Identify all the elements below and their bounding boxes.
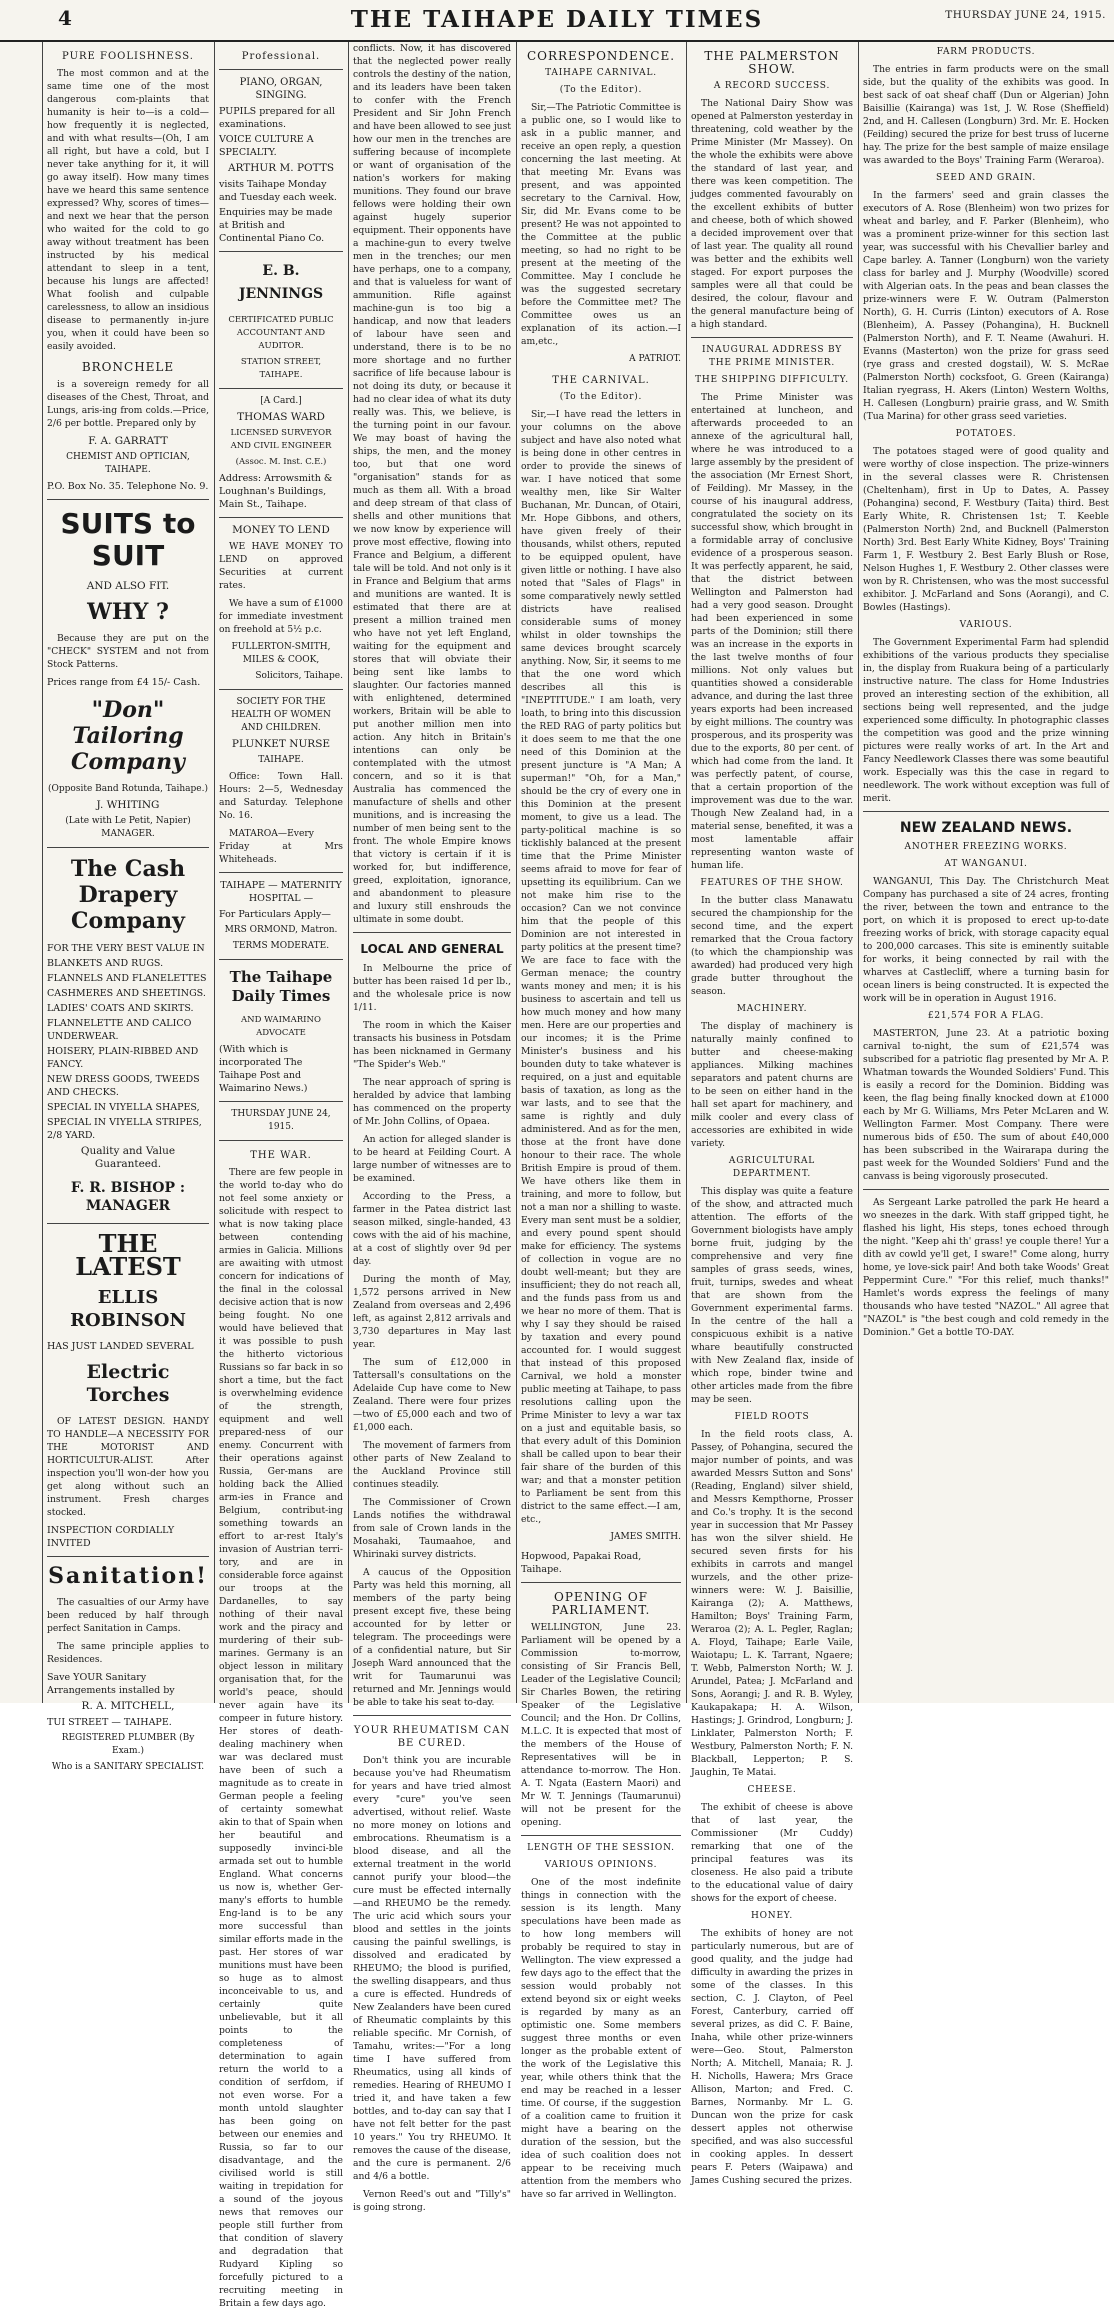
divider — [47, 1223, 209, 1224]
machinery-body: The display of machinery is naturally mainly confined to butter and cheese-making appliances. Milking machines separators and patent churns are to be seen on either hand in the hall set apart for machinery, and milk cooler and every class of accessories are exhibited in wide variety. — [691, 1021, 853, 1149]
particulars-line: For Particulars Apply— — [219, 909, 331, 920]
don-tailoring-heading: "Don" Tailoring Company — [71, 697, 185, 775]
the-latest-heading: THE LATEST — [75, 1229, 181, 1281]
cheese-body: The exhibit of cheese is above that of last year, the Commissioner (Mr Cuddy) remarking that one of the principal features was its closeness. He also paid a tribute to the educational value of dairy shows for the export of cheese. — [691, 1802, 853, 1904]
office-line: Office: Town Hall. Hours: 2—5, Wednesday and Saturday. Telephone No. 16. — [219, 771, 343, 821]
local-item: In Melbourne the price of butter has been raised 1d per lb., and the wholesale price is now 1/11. — [353, 963, 511, 1013]
ward-role: LICENSED SURVEYOR AND CIVIL ENGINEER — [230, 428, 332, 451]
divider — [353, 932, 511, 933]
cash-drapery-heading: The Cash Drapery Company — [70, 856, 186, 934]
goods-item: FLANNELS AND FLANELETTES — [47, 973, 207, 984]
masthead — [0, 0, 1114, 42]
divider — [219, 388, 343, 389]
piano-heading: PIANO, ORGAN, SINGING. — [239, 77, 323, 101]
local-item: A caucus of the Opposition Party was held this morning, all members of the party being present except five, these being accounted for by letter or telegram. The proceedings were of a confidential nature, but Sir Joseph Ward announced that the writ for Taumarunui was returned and Mr. Jennings would be able to take his seat to-day. — [353, 1567, 511, 1708]
ormond-line: MRS ORMOND, Matron. — [224, 925, 338, 935]
why-heading: WHY ? — [87, 599, 169, 625]
torches-body: OF LATEST DESIGN. HANDY TO HANDLE—A NECESSITY FOR THE MOTORIST AND HORTICULTUR-ALIST. After inspection you'll won-der how you get along without such an instrument. Fresh charges stocked. — [47, 1416, 209, 1518]
money-body-1: WE HAVE MONEY TO LEND on approved Securities at current rates. — [219, 541, 343, 591]
solicitors-line: Solicitors, Taihape. — [255, 671, 343, 681]
divider — [47, 847, 209, 848]
divider — [219, 69, 343, 70]
patriot-signature: A PATRIOT. — [629, 354, 681, 364]
sanitation-body: The casualties of our Army have been reduced by half through perfect Sanitation in Camps. — [47, 1597, 209, 1634]
nazol-advertisement: As Sergeant Larke patrolled the park He heard a wo sneezes in the dark. With staff gripped tight, he flashed his light, His steps, tones echoed through the night. "Keep ahi th' grass! ye couple there! Yur a dith av cowld ye'll get, I sware!" Come along, hurry home, ye love-sick pair! And both take Woods' Great Peppermint Cure." "For this relief, much thanks!" Hamlet's words express the feelings of many thousands who have tested "NAZOL." All agree that "NAZOL" is "the best cough and cold remedy in the Dominion." Get a bottle TO-DAY. — [863, 1197, 1109, 1338]
goods-item: SPECIAL IN VIYELLA SHAPES, — [47, 1102, 200, 1113]
local-item: The sum of £12,000 in Tattersall's consultations on the Adelaide Cup have come to New Zealand. There were four prizes—two of £5,000 each and two of £1,000 each. — [353, 1357, 511, 1433]
honey-heading: HONEY. — [750, 1911, 794, 1921]
local-item: The movement of farmers from other parts of New Zealand to the Auckland Province still continues steadily. — [353, 1440, 511, 1490]
column-1 — [42, 42, 214, 1772]
fullerton-name: FULLERTON-SMITH, MILES & COOK, — [231, 642, 331, 665]
incorporated-line: (With which is incorporated The Taihape Post and Waimarino News.) — [219, 1044, 308, 1094]
divider — [521, 1582, 681, 1583]
station-street: STATION STREET, TAIHAPE. — [240, 357, 322, 380]
pupils-line: PUPILS prepared for all examinations. — [219, 106, 336, 130]
local-item: During the month of May, 1,572 persons arrived in New Zealand from overseas and 2,496 left, as against 2,812 arrivals and 3,730 departures in May last year. — [353, 1274, 511, 1350]
shipping-heading: THE SHIPPING DIFFICULTY. — [695, 375, 849, 385]
why-body: Because they are put on the "CHECK" SYSTEM and not from Stock Patterns. — [47, 633, 209, 670]
parliament-heading: OPENING OF PARLIAMENT. — [551, 1590, 651, 1617]
wanganui-body: WANGANUI, This Day. The Christchurch Meat Company has purchased a site of 24 acres, fronting the river, between the town and entrance to the port, on which it is proposed to erect up-to-date freezing works of brick, with storage capacity equal to 200,000 carcases. This site is eminently suitable for works, it being connected by rail with the wharves at Castlecliff, where a turning basin for ocean liners is being constructed. It is expected the work will be in operation in August 1916. — [863, 876, 1109, 1004]
column-4 — [516, 42, 686, 2200]
features-body: In the butter class Manawatu secured the championship for the second time, and the expert remarked that the Croua factory (to which the championship was awarded) had produced very high grade butter throughout the season. — [691, 895, 853, 997]
smith-address: Hopwood, Papakai Road, Taihape. — [521, 1551, 642, 1575]
divider — [47, 499, 209, 500]
voice-line: VOICE CULTURE A SPECIALTY. — [219, 134, 314, 158]
jennings-name: E. B. JENNINGS — [238, 263, 324, 302]
landed-line: HAS JUST LANDED SEVERAL — [47, 1341, 194, 1352]
potatoes-body: The potatoes staged were of good quality and were worthy of close inspection. The prize-winners in the several classes were R. Christensen (Cheltenham), first in Up to Dates, A. Passey (Pohangina) second, F. Westbury (Taita) third. Best Early White, R. Christensen 1st; T. Keeble (Palmerston North) 2nd, and Bucknell (Palmerston North) 3rd. Best Early White Kidney, Boys' Training Farm 1, F. Westbury 2. Best Early Blush or Rose, Nelson Hughes 1, F. Westbury 2. Other classes were won by R. Christensen, who was the most successful exhibitor. J. McFarland and Sons (Aorangi), and C. Bowles (Hastings). — [863, 446, 1109, 613]
potatoes-heading: POTATOES. — [955, 429, 1017, 439]
whiting-manager: (Late with Le Petit, Napier) MANAGER. — [65, 816, 191, 839]
palmerston-show-heading: THE PALMERSTON SHOW. — [704, 49, 840, 76]
goods-item: BLANKETS AND RUGS. — [47, 958, 164, 969]
goods-item: SPECIAL IN VIYELLA STRIPES, 2/8 YARD. — [47, 1117, 202, 1141]
newspaper-title: THE TAIHAPE DAILY TIMES — [350, 6, 764, 33]
divider — [691, 337, 853, 338]
patriot-letter: Sir,—The Patriotic Committee is a public one, so I would like to ask in a public manner, and receive an open reply, a question concerning the last meeting. At that meeting Mr. Evans was present, and was appointed secretary to the Carnival. How, Sir, did Mr. Evans come to be present? He was not appointed to the Committee at the public meeting, so had no right to be present at the meeting of the Committee. May I conclude he was the suggested secretary before the Committee met? The Committee owes us an explanation of its action.—I am,etc., — [521, 102, 681, 347]
mataroa-line: MATAROA—Every Friday at Mrs Whiteheads. — [219, 828, 343, 865]
flag-heading: £21,574 FOR A FLAG. — [927, 1011, 1045, 1021]
seed-grain-heading: SEED AND GRAIN. — [935, 173, 1036, 183]
record-success-heading: A RECORD SUCCESS. — [713, 81, 831, 91]
correspondence-heading: CORRESPONDENCE. — [526, 49, 676, 63]
smith-signature: JAMES SMITH. — [610, 1532, 681, 1542]
pure-foolishness-body: The most common and at the same time one of the most dangerous com-plaints that humanity is heir to—is a cold—how frequently it is neglected, and with what results—(Oh, I am all right, but have a cold, but I never take anything for it, it will go away itself). How many times have we heard this same sentence expressed? Why, scores of times—and next we hear that the person who waited for the cold to go away without treatment has been instructed by his medical attendant to sleep in a tent, because his lungs are affected! What foolish and culpable carelessness, to allow an insidious disease to permanently in-jure you, when it could have been so easily avoided. — [47, 68, 209, 352]
features-heading: FEATURES OF THE SHOW. — [700, 878, 844, 888]
local-item: The near approach of spring is heralded by advice that lambing has commenced on the property of Mr. John Collins, of Opaea. — [353, 1077, 511, 1127]
wanganui-heading: AT WANGANUI. — [944, 859, 1028, 869]
mitchell-name: R. A. MITCHELL, — [81, 1700, 175, 1712]
divider — [219, 689, 343, 690]
goods-item: NEW DRESS GOODS, TWEEDS AND CHECKS. — [47, 1074, 200, 1098]
sanitation-heading: Sanitation! — [48, 1563, 208, 1589]
plunket-heading: PLUNKET NURSE — [231, 738, 331, 750]
inspection-line: INSPECTION CORDIALLY INVITED — [47, 1525, 175, 1549]
bishop-manager: F. R. BISHOP : MANAGER — [70, 1180, 186, 1214]
goods-item: FLANNELETTE AND CALICO UNDERWEAR. — [47, 1018, 192, 1042]
goods-item: LADIES' COATS AND SKIRTS. — [47, 1003, 194, 1014]
issue-date: THURSDAY JUNE 24, 1915. — [231, 1109, 331, 1132]
divider — [219, 959, 343, 960]
carnival-heading: THE CARNIVAL. — [552, 375, 650, 386]
bronchele-body: is a sovereign remedy for all diseases of the Chest, Throat, and Lungs, aris-ing from colds.—Price, 2/6 per bottle. Prepared only by — [47, 379, 209, 429]
chemist-box: P.O. Box No. 35. Telephone No. 9. — [47, 481, 209, 492]
smith-letter: Sir,—I have read the letters in your columns on the above subject and have also noted what is being done in other centres in order to provide the sinews of war. I have noticed that some wealthy men, like Sir Walter Buchanan, Mr. Duncan, of Otairi, Mr. Hope Gibbons, and others, have given freely of their thousands, whilst others, reputed to be equipped opulent, have given little or nothing. I have also noted that "Sales of Flags" in some comparatively newly settled districts have realised considerable sums of money whilst in older townships the same devices brought scarcely anything. Now, Sir, it seems to me that the one word which describes all this is "INEPTITUDE." I am loath, very loath, to bring into this discussion the RED RAG of party politics but it does seem to me that the one need of this Dominion at the present juncture is "A Man; A superman!" "Oh, for a Man," should be the cry of every one in this Dominion at the present moment, to give us a lead. The party-political machine is so ticklishly balanced at the present time that the Prime Minister seems afraid to move for fear of upsetting its equilibrium. Can we not make him rise to the occasion? Can we not convince him that the people of this Dominion are not interested in party politics at the present time? We are face to face with the German menace; the country wants money and men; it is his business to ascertain and tell us how much money and how many men. Here are our properties and our incomes; it is the Prime Minister's business and his bounden duty to take whatever is required, on a just and equitable basis of taxation, as long as the war lasts, and to see that the same is rightly and duly administered. And as for the men, those at the front have done honour to their race. The whole British Empire is proud of them. We have others like them in training, and more to follow, but not a man nor a shilling to waste. Every man sent must be a soldier, and every pound spent should make for efficiency. The systems of collection in vogue are no doubt well-meant; but they are insufficient; they do not reach all, and the funds pass from us and we hear no more of them. That is why I say they should be raised by taxation and every pound accounted for. I would suggest that instead of this proposed Carnival, we hold a monster public meeting at Taihape, to pass resolutions calling upon the Prime Minister to levy a war tax on a just and equitable basis, so that every adult of this Dominion shall be called upon to bear their fair share of the burden of this war; and that a monster petition to Parliament be sent from this district to the same effect.—I am, etc., — [521, 409, 681, 1525]
enquiries-line: Enquiries may be made at British and Continental Piano Co. — [219, 207, 333, 244]
best-value-line: FOR THE VERY BEST VALUE IN — [47, 943, 205, 954]
ward-assoc: (Assoc. M. Inst. C.E.) — [235, 457, 327, 467]
local-item: An action for alleged slander is to be heard at Feilding Court. A large number of witnesses are to be examined. — [353, 1134, 511, 1184]
honey-body: The exhibits of honey are not particularly numerous, but are of good quality, and the judge had difficulty in awarding the prizes in some of the classes. In this section, C. J. Clayton, of Peel Forest, Canterbury, carried off several prizes, as did C. F. Baine, Inaha, while other prize-winners were—Geo. Stout, Palmerston North; A. Mitchell, Manaia; R. J. H. Nicholls, Hawera; Mrs Grace Allison, Marton; and Fred. C. Barnes, Normanby. Mr L. G. Duncan won the prize for cask dessert apples not otherwise specified, and was also successful in cooking apples. In dessert pears F. Peters (Waipawa) and James Cushing secured the prizes. — [691, 1928, 853, 2186]
farm-products-heading: FARM PRODUCTS. — [936, 47, 1036, 57]
session-length-heading: LENGTH OF THE SESSION. — [527, 1843, 675, 1853]
column-3 — [348, 42, 516, 2213]
jennings-role: CERTIFICATED PUBLIC ACCOUNTANT AND AUDITOR. — [228, 315, 334, 351]
various-body: The Government Experimental Farm had splendid exhibitions of the various products they specialise in, the display from Ruakura being of a particularly instructive nature. The class for Home Industries proved an interesting section of the exhibition, all sections being well represented, and the judge experienced some difficulty. In photographic classes the competition was good and the prize winning pictures were really works of art. In the Art and Fancy Needlework Classes there was some beautiful work. Especially was this the case in regard to needlework. The work without exception was full of merit. — [863, 637, 1109, 804]
divider — [863, 1189, 1109, 1190]
professional-heading: Professional. — [241, 51, 321, 62]
pure-foolishness-heading: PURE FOOLISHNESS. — [62, 51, 194, 62]
divider — [353, 1715, 511, 1716]
whiting-name: J. WHITING — [96, 799, 160, 811]
divider — [219, 251, 343, 252]
potts-name: ARTHUR M. POTTS — [227, 162, 335, 174]
prices-line: Prices range from £4 15/- Cash. — [47, 677, 201, 688]
column-2 — [214, 42, 348, 2309]
address-body: The Prime Minister was entertained at luncheon, and afterwards proceeded to an annexe of the agricultural hall, where he was introduced to a large assembly by the president of the association (Mr Ernest Short, of Feilding). Mr Massey, in the course of his inaugural address, congratulated the society on its successful show, which brought in a formidable array of conclusive evidence of a prosperous season. It was perfectly apparent, he said, that the district between Wellington and Palmerston had had a very good season. Drought had been experienced in some parts of the Dominion; still there was an increase in the exports in the last twelve months of four millions. Not only values but quantities showed a considerable advance, and during the last three years exports had been increased by eight millions. The country was prosperous, and its prosperity was due to the exports, 80 per cent. of which had come from the land. It was perfectly patent, of course, that a certain proportion of the improvement was due to the war. Though New Zealand had, in a material sense, benefited, it was a most lamentable affair representing wanton waste of human life. — [691, 392, 853, 871]
rheumatism-body: Don't think you are incurable because you've had Rheumatism for years and have tried almost every "cure" you've seen advertised, without relief. Waste no more money on lotions and embrocations. Rheumatism is a blood disease, and all the external treatment in the world cannot purify your blood—the cure must be effected internally—and RHEUMO be the remedy. The uric acid which sours your blood and settles in the joints causing the painful swellings, is dissolved and eradicated by RHEUMO; the blood is purified, the swelling disappears, and thus a cure is effected. Hundreds of New Zealanders have been cured of Rheumatic complaints by this reliable specific. Mr Cornish, of Tamahu, writes:—"For a long time I have suffered from Rheumatics, using all kinds of remedies. Hearing of RHEUMO I tried it, and have taken a few bottles, and to-day can say that I have not felt better for the past 10 years." You try RHEUMO. It removes the cause of the disease, and the cure is permanent. 2/6 and 4/6 a bottle. — [353, 1755, 511, 2182]
column-5 — [686, 42, 858, 2186]
card-label: [A Card.] — [260, 396, 302, 406]
new-zealand-news-heading: NEW ZEALAND NEWS. — [899, 820, 1073, 836]
save-line: Save YOUR Sanitary Arrangements installed by — [47, 1672, 175, 1696]
rheumatism-heading: YOUR RHEUMATISM CAN BE CURED. — [353, 1725, 511, 1749]
various-heading: VARIOUS. — [959, 620, 1013, 630]
show-body: The National Dairy Show was opened at Palmerston yesterday in threatening, cold weather by the Prime Minister (Mr Massey). On the whole the exhibits were above the standard of last year, and there was keen competition. The judges commented favourably on the excellent exhibits of butter and cheese, both of which showed a decided improvement over that of last year. The quality all round was better and the exhibits well staged. For export purposes the samples were all that could be desired, the colour, flavour and the general manufacture being of a high standard. — [691, 98, 853, 330]
chemist-name: F. A. GARRATT — [88, 435, 168, 447]
terms-line: TERMS MODERATE. — [232, 941, 330, 951]
vernon-line: Vernon Reed's out and "Tilly's" is going strong. — [353, 2189, 511, 2213]
divider — [863, 811, 1109, 812]
flag-body: MASTERTON, June 23. At a patriotic boxing carnival to-night, the sum of £21,574 was subscribed for a patriotic flag presented by Mr A. P. Whatman towards the Wounded Soldiers' Fund. This is easily a record for the Dominion. Bidding was keen, the flag being finally knocked down at £1000 each by Mr G. Williams, Mrs Peter McLaren and W. Wellington Farmer. Most Company. There were numerous bids of £50. The sum of about £40,000 has been subscribed in the Wairarapa during the past week for the Wounded Soldiers' Fund and the canvass is being vigorously prosecuted. — [863, 1028, 1109, 1182]
divider — [219, 1101, 343, 1102]
war-continued-body: conflicts. Now, it has discovered that the neglected power really controls the destiny of the nation, and its leaders have been taken to confer with the French President and Sir John French and have been allowed to see just how our men in the trenches are suffering because of incomplete or want of organisation of the nation's workers for making munitions. They found our brave fellows were holding their own against hugely superior equipment. Their opponents have a machine-gun to every twelve men in the trenches; our men have perhaps, one to a company, and that is valueless for want of ammunition. Rifle against machine-gun is too big a handicap, and now that leaders of labour have seen and understand, there is to be no more shortage and no further sacrifice of life because labour is not doing its duty, or because it had no clear idea of what its duty really was. This, we believe, is the turning point in our favour. We may boast of having the ships, the men, and the money too, but that one word "organisation" stands for as much as them all. With a broad and deep stream of that class of shells and other munitions that we now know by experience will prove most effective, flowing into France and Belgium, a different tale will be told. And not only is it in France and Belgium that arms and munitions are wanted. It is estimated that there are at present a million trained men who have not yet left England, waiting for the equipment and stores that will obviate their being sent like lambs to slaughter. Our factories manned with enlightened, determined workers, Britain will be able to put another million men into action. Any hitch in Britain's intentions can only be contemplated with the utmost concern, and so it is that Australia has commenced the manufacture of shells and other munitions, and is increasing the number of men being sent to the front. The whole Empire knows that victory is certain if it is worked for, but indifference, greed, exploitation, ignorance, and abandonment to pleasure and luxury still enshrouds the ultimate in some doubt. — [353, 43, 511, 925]
field-roots-heading: FIELD ROOTS — [734, 1412, 810, 1422]
advocate-line: AND WAIMARINO ADVOCATE — [241, 1015, 321, 1038]
chemist-role: CHEMIST AND OPTICIAN, TAIHAPE. — [66, 452, 190, 475]
field-roots-body: In the field roots class, A. Passey, of Pohangina, secured the major number of points, and was awarded Messrs Sutton and Sons' (Reading, England) silver shield, and Messrs Kempthorne, Prosser and Co.'s trophy. It is the second year in succession that Mr Passey has won the silver shield. He secured seven firsts for his exhibits in carrots and mangel wurzels, and the other prize-winners were: W. J. Baisillie, Kairanga (2); A. Matthews, Hamilton; Boys' Training Farm, Weraroa (2); A. L. Pegler, Raglan; A. Floyd, Taihape; Earle Vaile, Waiotapu; L. K. Tarrant, Ngaere; T. Webb, Palmerston North; W. J. Arundel, Patea; J. McFarland and Sons, Aorangi; J. and R. B. Wyley, Kaukapakapa; H. A. Wilson, Hastings; J. Grindrod, Longburn; J. Linklater, Palmerston North; F. Westbury, Palmerston North; F. N. Blackball, Lepperton; P. S. Jaughin, Te Matai. — [691, 1429, 853, 1778]
ellis-robinson-heading: ELLIS ROBINSON — [70, 1287, 186, 1331]
to-editor: (To the Editor). — [559, 392, 643, 402]
masthead-date: THURSDAY JUNE 24, 1915. — [945, 9, 1106, 21]
sanitation-body-2: The same principle applies to Residences. — [47, 1641, 209, 1665]
divider — [219, 872, 343, 873]
various-opinions-heading: VARIOUS OPINIONS. — [544, 1860, 658, 1870]
ward-address: Address: Arrowsmith & Loughnan's Buildings, Main St., Taihape. — [219, 473, 333, 510]
agricultural-body: This display was quite a feature of the show, and attracted much attention. The efforts of the Government biologists have amply borne fruit, judging by the comprehensive and very fine samples of grass seeds, wines, fruit, turnips, swedes and wheat that are shown from the Government experimental farms. In the centre of the hall a conspicuous exhibit is a native whare beautifully constructed with New Zealand flax, inside of which rope, binder twine and other articles made from the fibre may be seen. — [691, 1186, 853, 1405]
taihape-daily-times-heading: The Taihape Daily Times — [229, 968, 333, 1005]
farm-products-body: The entries in farm products were on the small side, but the quality of the exhibits was good. In best sack of oat sheaf chaff (Dun or Algerian) John Baisillie (Kairanga) was 1st, J. W. Rose (Sheffield) 2nd, and H. Callesen (Longburn) 3rd. Mr. E. Hocken (Feilding) secured the prize for best truss of lucerne hay. The prize for the best sample of maize ensilage was awarded to the Boys' Training Farm (Weraroa). — [863, 64, 1109, 166]
war-heading: THE WAR. — [250, 1150, 312, 1161]
freezing-works-heading: ANOTHER FREEZING WORKS. — [904, 842, 1068, 852]
to-editor: (To the Editor). — [559, 85, 643, 95]
sanitary-line: Who is a SANITARY SPECIALIST. — [51, 1762, 205, 1772]
war-body: There are few people in the world to-day who do not feel some anxiety or solicitude with respect to what is now taking place between contending armies in Galicia. Millions are awaiting with utmost concern for indications of the final in the colossal decisive action that is now being fought. No one would have believed that it was possible to push the hitherto victorious Russians so far back in so short a time, but the fact is overwhelming evidence of the strength, equipment and well prepared-ness of our enemy. Concurrent with their operations against Russia, Ger-mans are holding back the Allied arm-ies in France and Belgium, contribut-ing something towards an effort to ar-rest Italy's invasion of Austrian terri-tory, and are in considerable force against our troops at the Dardanelles, to say nothing of their naval work and the piracy and murdering of their sub-marines. Germany is an object lesson in military organisation that, for the world's peace, should never again have its compeer in future history. Her stores of death-dealing machinery when war was declared must have been of such a magnitude as to create in German people a feeling of certainty somewhat akin to that of Spain when her beautiful and supposedly invinci-ble armada set out to humble England. What concerns us now is, whether Ger-many's efforts to humble Eng-land is to be any more successful than similar efforts made in the past. Her stores of war munitions must have been so huge as to almost inconceivable to us, and certainly quite unbelievable, but it all points to the completeness of determination to again return the world to a condition of serfdom, if not even worse. For a month untold slaughter has been going on between our enemies and Russia, so far to our disadvantage, and the civilised world is still waiting in trepidation for a sound of the joyous news that removes our people still further from that condition of slavery and degradation that Rudyard Kipling so forcefully pictured to a recruiting meeting in Britain a few days ago. — [219, 1167, 343, 2309]
divider — [47, 1556, 209, 1557]
local-item: The room in which the Kaiser transacts his business in Potsdam has been nicknamed in Germany "The Spider's Web." — [353, 1020, 511, 1070]
local-item: The Commissioner of Crown Lands notifies the withdrawal from sale of Crown lands in the Mosahaki, Taumaahoe, and Whirinaki survey districts. — [353, 1497, 511, 1560]
electric-torches-heading: Electric Torches — [86, 1361, 170, 1406]
quality-guaranteed: Quality and Value Guaranteed. — [80, 1145, 176, 1170]
column-6 — [858, 42, 1114, 1703]
inaugural-address-heading: INAUGURAL ADDRESS BY THE PRIME MINISTER. — [701, 345, 843, 368]
mitchell-address: TUI STREET — TAIHAPE. — [47, 1717, 172, 1728]
society-heading: SOCIETY FOR THE HEALTH OF WOMEN AND CHILDREN. — [231, 697, 331, 733]
local-item: According to the Press, a farmer in the Patea district last season milked, single-handed, 43 cows with the aid of his machine, at a cost of slightly over 9d per day. — [353, 1191, 511, 1267]
local-general-heading: LOCAL AND GENERAL — [360, 942, 504, 956]
machinery-heading: MACHINERY. — [736, 1004, 808, 1014]
potts-visits: visits Taihape Monday and Tuesday each week. — [219, 179, 337, 203]
money-body-2: We have a sum of £1000 for immediate investment on freehold at 5½ p.c. — [219, 598, 343, 635]
cheese-heading: CHEESE. — [747, 1785, 797, 1795]
goods-item: HOISERY, PLAIN-RIBBED AND FANCY. — [47, 1046, 199, 1070]
plunket-town: TAIHAPE. — [258, 755, 304, 765]
maternity-heading: TAIHAPE — MATERNITY HOSPITAL — — [220, 880, 342, 904]
divider — [521, 1835, 681, 1836]
session-length-body: One of the most indefinite things in connection with the session is its length. Many speculations have been made as to how long members will probably be required to stay in Wellington. The view expressed a few days ago to the effect that the session would probably not extend beyond six or eight weeks is regarded by many as an optimistic one. Some members suggest three months or even longer as the probable extent of the work of the Legislative this year, while others think that the end may be reached in a lesser time. Of course, if the suggestion of a coalition came to fruition it might have a bearing on the duration of the session, but the idea of such coalition does not appear to be receiving much attention from the members who have so far arrived in Wellington. — [521, 1877, 681, 2200]
also-fit: AND ALSO FIT. — [86, 580, 170, 592]
suits-heading: SUITS to SUIT — [60, 507, 196, 572]
divider — [219, 517, 343, 518]
bronchele-heading: BRONCHELE — [81, 360, 175, 374]
money-heading: MONEY TO LEND — [232, 524, 330, 536]
don-address: (Opposite Band Rotunda, Taihape.) — [48, 784, 208, 794]
plumber-line: REGISTERED PLUMBER (By Exam.) — [61, 1733, 195, 1756]
ward-name: THOMAS WARD — [237, 411, 325, 423]
taihape-carnival-heading: TAIHAPE CARNIVAL. — [545, 68, 657, 78]
parliament-body: WELLINGTON, June 23. Parliament will be opened by a Commission to-morrow, consisting of Sir Francis Bell, Leader of the Legislative Council; Sir Charles Bowen, the retiring Speaker of the Legislative Council; and the Hon. Dr Collins, M.L.C. It is expected that most of the members of the House of Representatives will be in attendance to-morrow. The Hon. A. T. Ngata (Eastern Maori) and Mr W. T. Jennings (Taumarunui) will not be present for the opening. — [521, 1622, 681, 1828]
seed-grain-body: In the farmers' seed and grain classes the executors of A. Rose (Blenheim) won two prizes for wheat and barley, and F. Parker (Blenheim), who was a prominent prize-winner for this section last year, was successful with his Chevallier barley and Cape barley. A. Tanner (Longburn) won the variety class for barley and J. Murphy (Woodville) scored with Algerian oats. In the peas and bean classes the prize-winners were F. W. Outram (Palmerston North), G. H. Curris (Linton) executors of A. Rose (Blenheim), A. Passey (Pohangina), H. Bucknell (Palmerston North), and F. T. Neame (Awahuri. H. Evanns (Masterton) won the prize for grass seed (rye grass and crested dogstail), W. S. McRae (Palmerston North) cocksfoot, G. Green (Kairanga) Italian ryegrass, H. Akers (Linton) Western Wolths, H. Callesen (Longburn) prairie grass, and W. Smith (Tua Marina) for other grass seed varieties. — [863, 190, 1109, 422]
divider — [219, 1140, 343, 1141]
agricultural-heading: AGRICULTURAL DEPARTMENT. — [728, 1156, 816, 1179]
page-number: 4 — [58, 6, 72, 30]
goods-item: CASHMERES AND SHEETINGS. — [47, 988, 206, 999]
